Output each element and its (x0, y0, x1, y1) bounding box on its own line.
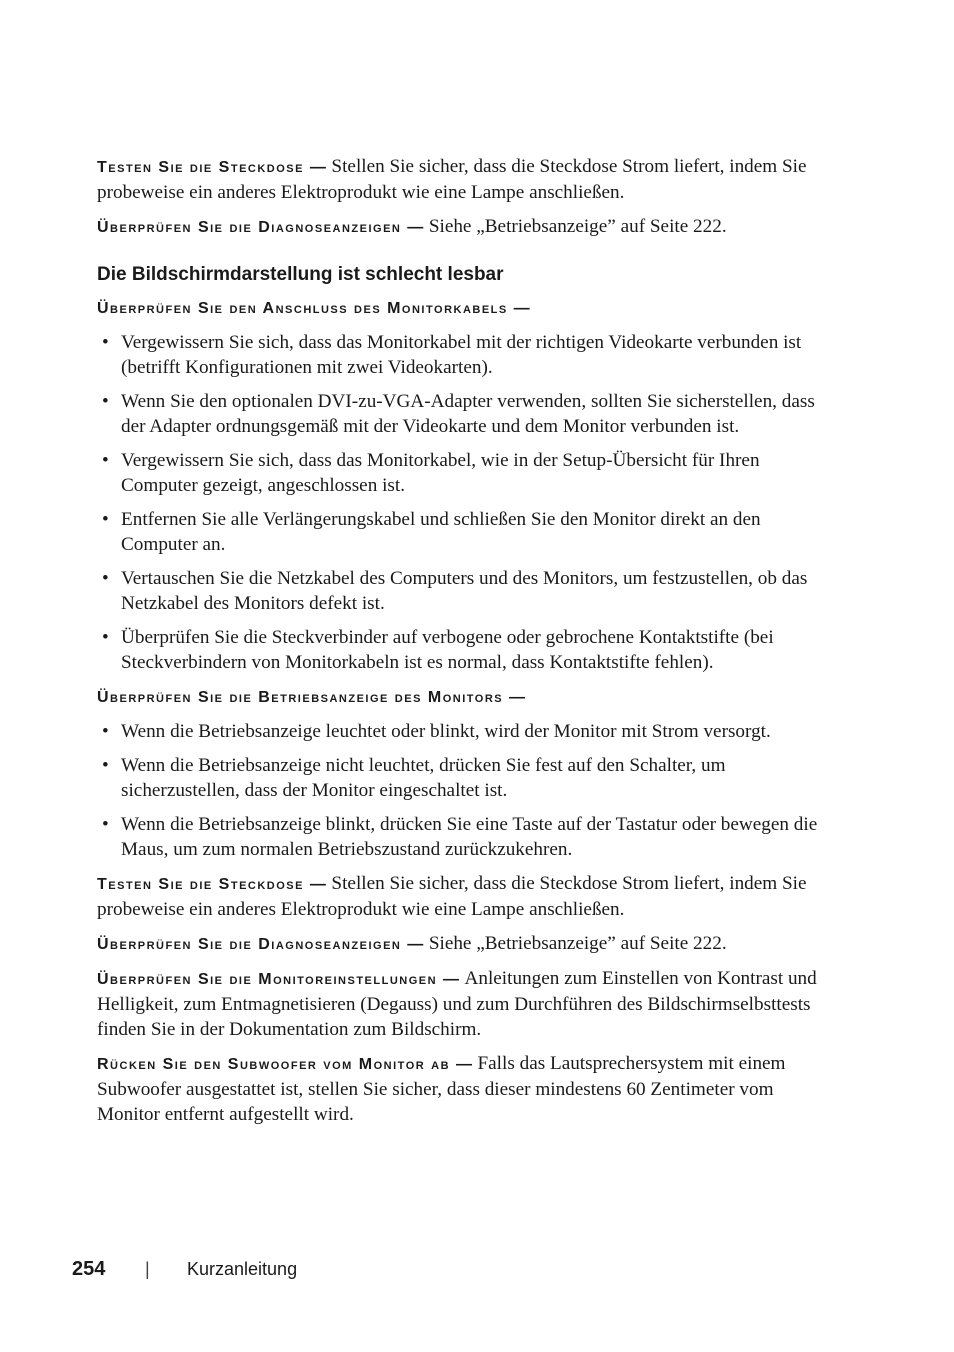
footer-title: Kurzanleitung (187, 1259, 298, 1279)
paragraph (97, 154, 832, 205)
list-item: • Vergewissern Sie sich, dass das Monitorkabel, wie in der Setup-Übersicht für Ihren Computer gezeigt, angeschlossen ist. (97, 448, 832, 498)
paragraph (97, 1051, 832, 1127)
paragraph-lead-in: Überprüfen Sie den Anschluss des Monitorkabels — (97, 300, 532, 317)
paragraph (97, 871, 832, 922)
bullet-list (97, 330, 832, 675)
section-heading: Die Bildschirmdarstellung ist schlecht lesbar (97, 264, 504, 285)
paragraph (97, 931, 757, 957)
paragraph-lead-in: Überprüfen Sie die Diagnoseanzeigen — (97, 219, 425, 236)
page-number: 254 (72, 1258, 106, 1280)
list-item: • Wenn Sie den optionalen DVI-zu-VGA-Adapter verwenden, sollten Sie sicherstellen, dass der Adapter ordnungsgemäß mit der Videokarte und dem Monitor verbunden ist. (97, 389, 832, 439)
paragraph-lead-in: Überprüfen Sie die Monitoreinstellungen — (97, 971, 461, 988)
list-item: • Vergewissern Sie sich, dass das Monitorkabel mit der richtigen Videokarte verbunden ist (betrifft Konfigurationen mit zwei Videokarten). (97, 330, 832, 380)
paragraph-lead-in: Rücken Sie den Subwoofer vom Monitor ab — (97, 1056, 474, 1073)
bullet-list (97, 719, 832, 862)
paragraph (97, 684, 832, 710)
paragraph (97, 295, 832, 321)
list-item: • Wenn die Betriebsanzeige blinkt, drücken Sie eine Taste auf der Tastatur oder bewegen die Maus, um zum normalen Betriebszustand zurückzukehren. (97, 812, 832, 862)
list-item: • Wenn die Betriebsanzeige nicht leuchtet, drücken Sie fest auf den Schalter, um sicherzustellen, dass der Monitor eingeschaltet ist. (97, 753, 832, 803)
paragraph-text: Siehe „Betriebsanzeige” auf Seite 222. (428, 216, 727, 237)
list-item: • Entfernen Sie alle Verlängerungskabel und schließen Sie den Monitor direkt an den Computer an. (97, 507, 832, 557)
paragraph-lead-in: Testen Sie die Steckdose — (97, 876, 328, 893)
footer-separator: | (145, 1259, 150, 1279)
list-item: • Überprüfen Sie die Steckverbinder auf verbogene oder gebrochene Kontaktstifte (bei Steckverbindern von Monitorkabeln ist es normal, dass Kontaktstifte fehlen). (97, 625, 832, 675)
paragraph-lead-in: Testen Sie die Steckdose — (97, 159, 328, 176)
paragraph (97, 214, 832, 240)
list-item: • Vertauschen Sie die Netzkabel des Computers und des Monitors, um festzustellen, ob das Netzkabel des Monitors defekt ist. (97, 566, 832, 616)
paragraph-text: Stellen Sie sicher, dass die Steckdose Strom liefert, indem Sie probeweise ein anderes Elektroprodukt wie eine Lampe anschließen. (97, 873, 807, 920)
paragraph-text: Anleitungen zum Einstellen von Kontrast und Helligkeit, zum Entmagnetisieren (Degauss) und zum Durchführen des Bildschirmselbsttests finden Sie in der Dokumentation zum Bildschirm. (97, 968, 817, 1040)
paragraph-text: Stellen Sie sicher, dass die Steckdose Strom liefert, indem Sie probeweise ein anderes Elektroprodukt wie eine Lampe anschließen. (97, 156, 807, 203)
paragraph (97, 966, 832, 1042)
paragraph-text: Falls das Lautsprechersystem mit einem Subwoofer ausgestattet ist, stellen Sie sicher, dass dieser mindestens 60 Zentimeter vom Monitor entfernt aufgestellt wird. (97, 1053, 786, 1125)
paragraph-text: Siehe „Betriebsanzeige” auf Seite 222. (428, 933, 727, 954)
list-item: • Wenn die Betriebsanzeige leuchtet oder blinkt, wird der Monitor mit Strom versorgt. (97, 719, 832, 744)
document-body (97, 154, 832, 1136)
paragraph-lead-in: Überprüfen Sie die Betriebsanzeige des Monitors — (97, 689, 527, 706)
paragraph-lead-in: Überprüfen Sie die Diagnoseanzeigen — (97, 936, 425, 953)
